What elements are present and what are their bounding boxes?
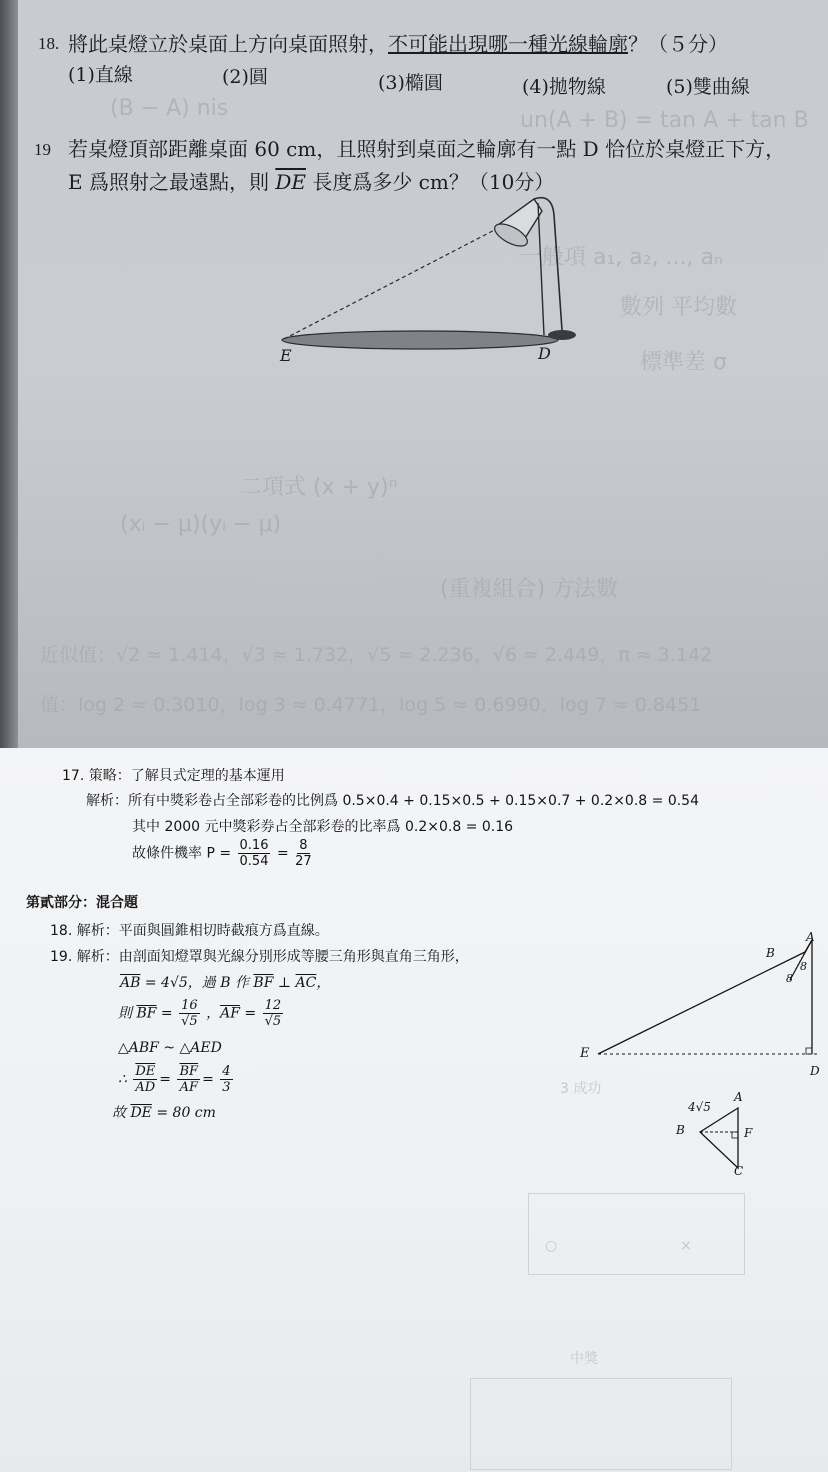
s19-similar: △ABF ~ △AED — [118, 1040, 222, 1056]
s19-ratio: ∴ $\frac{\overline{DE}}{AD}$ = $\frac{\overline{BF}}{AF}$ = $\frac{4}{3}$ — [118, 1064, 231, 1095]
q18-option-3: (3)橢圓 — [378, 72, 443, 94]
q18-option-2: (2)圓 — [222, 66, 268, 88]
q19-line2: E 爲照射之最遠點，則 $\overline{DE}$ 長度爲多少 cm？（10分） — [68, 170, 555, 194]
faint-table — [470, 1378, 732, 1470]
light-ray — [598, 952, 805, 1054]
q18-underlined: 不可能出現哪一種光線輪廓 — [388, 32, 628, 56]
right-angle-mark-F — [732, 1132, 738, 1138]
small-fig-B: B — [676, 1123, 685, 1137]
s17-line3: 故條件機率 P = $\frac{0.16}{0.54}$ = $\frac{8}{27}$ — [132, 838, 312, 869]
faint-text: ○ — [545, 1238, 558, 1254]
lamp-pole — [538, 203, 544, 335]
q18-option-5: (5)雙曲線 — [666, 76, 750, 98]
ghost-formula: 值：log 2 ≈ 0.3010，log 3 ≈ 0.4771，log 5 ≈ 0.6990，log 7 ≈ 0.8451 — [40, 694, 702, 716]
cross-section-figure — [580, 928, 828, 1078]
ghost-formula: 一般項 a₁, a₂, ..., aₙ — [520, 245, 723, 270]
s18-text: 18. 解析：平面與圓錐相切時截痕方爲直線。 — [50, 923, 329, 939]
solution-sheet — [0, 748, 828, 1472]
label-E: E — [280, 346, 292, 365]
small-fig-ab-length: 4√5 — [688, 1100, 711, 1114]
ghost-formula: 數列 平均數 — [620, 295, 737, 320]
light-ellipse — [282, 331, 558, 349]
s17-line2: 其中 2000 元中獎彩券占全部彩卷的比率爲 0.2×0.8 = 0.16 — [132, 819, 514, 835]
faint-text: × — [680, 1238, 692, 1254]
ghost-formula: 近似值：√2 ≈ 1.414，√3 ≈ 1.732，√5 ≈ 2.236，√6 ≈ 2.449，π ≈ 3.142 — [40, 644, 713, 666]
fig-label-8b: 8 — [786, 972, 793, 985]
q19-line1: 若桌燈頂部距離桌面 60 cm，且照射到桌面之輪廓有一點 D 恰位於桌燈正下方， — [68, 137, 786, 161]
small-fig-C: C — [734, 1164, 744, 1178]
s19-line-bf-af: 則 $\overline{BF}$ = $\frac{16}{√5}$ ，$\overline{AF}$ = $\frac{12}{√5}$ — [118, 998, 282, 1029]
page-edge-shadow — [0, 0, 18, 748]
s19-line-ab: $\overline{AB} = 4√5$，過 B 作 $\overline{BF}$ ⊥ $\overline{AC}$， — [120, 975, 331, 991]
lamp-base — [548, 330, 576, 340]
ghost-formula: (xᵢ − μ)(yᵢ − μ) — [120, 512, 282, 537]
section-heading: 第貳部分：混合題 — [26, 895, 138, 911]
faint-text: 3 成功 — [560, 1081, 602, 1097]
fig-label-E: E — [580, 1046, 590, 1061]
s17-line1: 解析：所有中獎彩卷占全部彩卷的比例爲 0.5×0.4 + 0.15×0.5 + 0.15×0.7 + 0.2×0.8 = 0.54 — [86, 793, 699, 809]
ghost-formula: un(A + B) = tan A + tan B — [520, 108, 809, 133]
s19-heading: 19. 解析：由剖面知燈罩與光線分別形成等腰三角形與直角三角形， — [50, 949, 469, 965]
faint-text: 中獎 — [570, 1351, 598, 1367]
q18-option-1: (1)直線 — [68, 64, 133, 86]
desk-lamp-figure — [270, 185, 590, 370]
s19-conclusion: 故 $\overline{DE} = 80$ cm — [112, 1105, 216, 1121]
fig-label-A: A — [806, 930, 815, 944]
fig-label-B: B — [766, 946, 775, 960]
label-D: D — [538, 344, 551, 363]
ghost-formula: 二項式 (x + y)ⁿ — [240, 475, 398, 500]
light-ray-line — [284, 223, 508, 339]
ghost-formula: (重複組合) 方法數 — [440, 577, 619, 602]
s17-heading: 17. 策略：了解貝式定理的基本運用 — [62, 768, 285, 784]
fig-label-8a: 8 — [800, 960, 807, 973]
right-angle-mark — [806, 1048, 812, 1054]
small-fig-F: F — [744, 1126, 753, 1140]
fig-label-D: D — [810, 1064, 820, 1078]
small-fig-A: A — [734, 1090, 743, 1104]
q18-text: 將此桌燈立於桌面上方向桌面照射，不可能出現哪一種光線輪廓？（５分） — [68, 32, 728, 56]
q18-number: 18. — [38, 34, 60, 53]
faint-table — [528, 1193, 745, 1275]
ghost-formula: 標準差 σ — [640, 350, 727, 375]
q18-option-4: (4)拋物線 — [522, 76, 606, 98]
ghost-formula: (B − A) nis — [110, 96, 229, 121]
q19-number: 19 — [34, 140, 51, 159]
